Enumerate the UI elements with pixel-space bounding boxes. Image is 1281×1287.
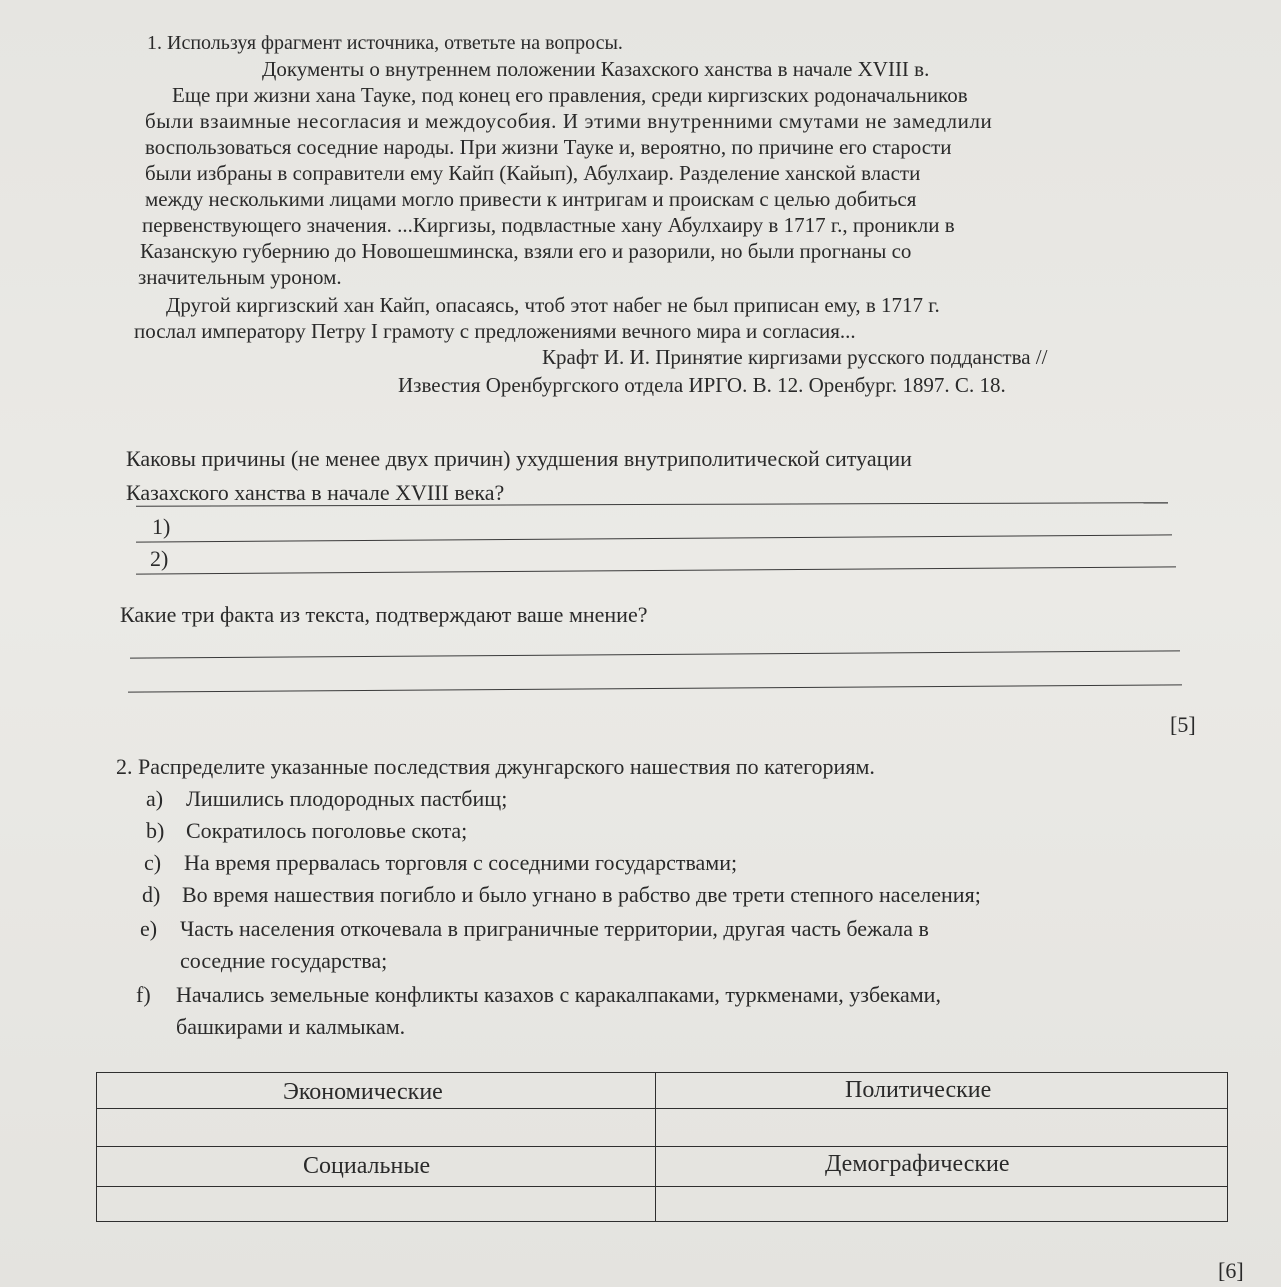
item-text: башкирами и калмыкам. — [176, 1014, 406, 1039]
item-text: соседние государства; — [180, 948, 388, 973]
task1-score: [5] — [1170, 712, 1196, 737]
source-line: были взаимные несогласия и междоусобия. И этими внутренними смутами не замедлили — [145, 109, 993, 133]
source-line: первенствующего значения. ...Киргизы, подвластные хану Абулхаиру в 1717 г., проникли в — [142, 213, 955, 237]
task1-heading: 1. Используя фрагмент источника, ответьте на вопросы. — [147, 32, 623, 54]
source-line: послал императору Петру I грамоту с предложениями вечного мира и согласия... — [134, 319, 856, 343]
source-line: воспользоваться соседние народы. При жизни Тауке и, вероятно, по причине его старости — [145, 135, 952, 159]
answer-1-label: 1) — [152, 514, 171, 539]
header-demographic: Демографические — [825, 1151, 1010, 1177]
source-line: между несколькими лицами могло привести к интригам и проискам с целью добиться — [145, 187, 917, 211]
item-letter: f) — [136, 982, 151, 1007]
table-answer-row-2[interactable] — [97, 1187, 1227, 1221]
task2-heading: 2. Распределите указанные последствия джунгарского нашествия по категориям. — [116, 754, 875, 779]
question-facts: Какие три факта из текста, подтверждают ваше мнение? — [120, 602, 648, 627]
facts-answer-rule-1[interactable] — [130, 650, 1180, 658]
table-answer-row-1[interactable] — [97, 1109, 1227, 1147]
facts-answer-rule-2[interactable] — [128, 684, 1182, 692]
citation-author: Крафт И. И. Принятие киргизами русского подданства // — [542, 345, 1048, 369]
source-line: Казанскую губернию до Новошешминска, взяли его и разорили, но были прогнаны со — [140, 239, 912, 263]
item-text: Лишились плодородных пастбищ; — [186, 786, 508, 811]
answer-2-rule[interactable] — [136, 566, 1176, 574]
item-text: Во время нашествия погибло и было угнано в рабство две трети степного населения; — [182, 882, 981, 907]
question-causes-line1: Каковы причины (не менее двух причин) ухудшения внутриполитической ситуации — [126, 446, 912, 471]
header-social: Социальные — [303, 1153, 431, 1179]
answer-1-rule[interactable] — [136, 534, 1172, 542]
item-text: На время прервалась торговля с соседними государствами; — [184, 850, 738, 875]
item-letter: d) — [142, 882, 161, 907]
header-political: Политические — [845, 1077, 992, 1103]
item-letter: c) — [144, 850, 162, 875]
table-header-row — [97, 1147, 1227, 1187]
item-letter: a) — [146, 786, 164, 811]
item-text: Начались земельные конфликты казахов с каракалпаками, туркменами, узбеками, — [176, 982, 941, 1007]
question-causes-line2: Казахского ханства в начале XVIII века? — [126, 480, 505, 505]
item-letter: e) — [140, 916, 158, 941]
document-title: Документы о внутреннем положении Казахского ханства в начале XVIII в. — [262, 57, 930, 81]
citation-source: Известия Оренбургского отдела ИРГО. В. 12. Оренбург. 1897. С. 18. — [398, 373, 1006, 397]
source-line: были избраны в соправители ему Кайп (Кайып), Абулхаир. Разделение ханской власти — [145, 161, 921, 185]
item-text: Сократилось поголовье скота; — [186, 818, 468, 843]
table-header-row — [97, 1073, 1227, 1109]
item-text: Часть населения откочевала в приграничные территории, другая часть бежала в — [180, 916, 929, 941]
answer-2-label: 2) — [150, 546, 169, 571]
source-line: значительным уроном. — [138, 265, 342, 289]
task2-score: [6] — [1218, 1258, 1244, 1283]
source-line: Другой киргизский хан Кайп, опасаясь, чтоб этот набег не был приписан ему, в 1717 г. — [166, 293, 940, 317]
source-line: Еще при жизни хана Тауке, под конец его правления, среди киргизских родоначальников — [172, 83, 968, 107]
header-economic: Экономические — [283, 1079, 443, 1105]
item-letter: b) — [146, 818, 165, 843]
categories-table — [96, 1072, 1228, 1222]
